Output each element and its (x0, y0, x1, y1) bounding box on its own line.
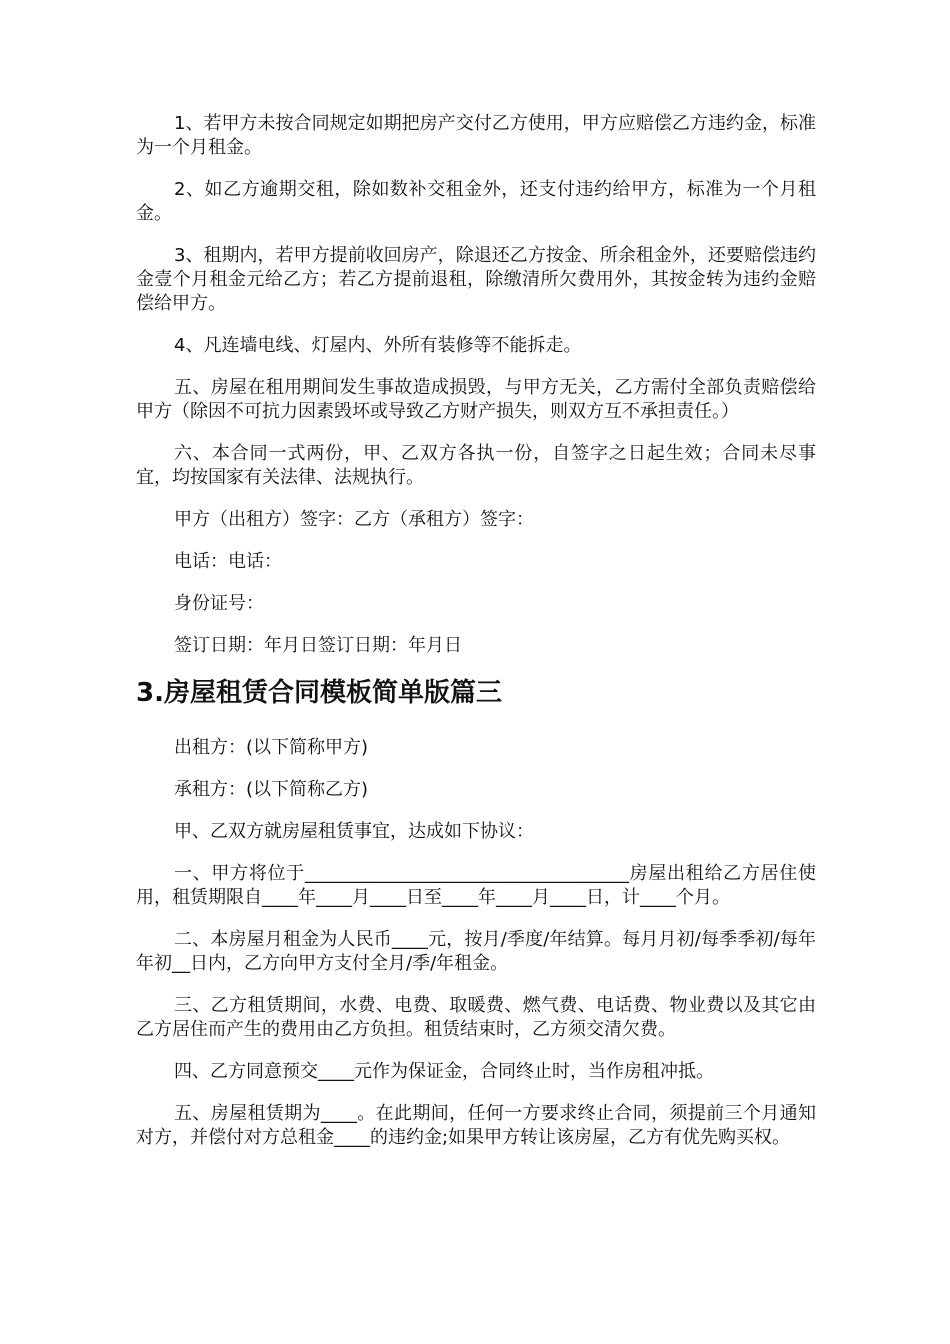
clause-1: 1、若甲方未按合同规定如期把房产交付乙方使用，甲方应赔偿乙方违约金，标准为一个月租金。 (136, 113, 816, 158)
section-heading: 3.房屋租赁合同模板简单版篇三 (136, 678, 502, 708)
signature-line: 甲方（出租方）签字：乙方（承租方）签字： (174, 509, 534, 530)
article-three: 三、乙方租赁期间，水费、电费、取暖费、燃气费、电话费、物业费以及其它由乙方居住而产生的费用由乙方负担。租赁结束时，乙方须交清欠费。 (136, 995, 816, 1040)
article-four: 四、乙方同意预交____元作为保证金，合同终止时，当作房租冲抵。 (174, 1061, 714, 1082)
article-one: 一、甲方将位于____________________________________房屋出租给乙方居住使用，租赁期限自____年____月____日至____年____月____日，计____个月。 (136, 863, 816, 908)
article-five: 五、房屋租赁期为____。在此期间，任何一方要求终止合同，须提前三个月通知对方，并偿付对方总租金____的违约金;如果甲方转让该房屋，乙方有优先购买权。 (136, 1103, 816, 1148)
date-line: 签订日期：年月日签订日期：年月日 (174, 635, 462, 656)
clause-3: 3、租期内，若甲方提前收回房产，除退还乙方按金、所余租金外，还要赔偿违约金壹个月租金元给乙方；若乙方提前退租，除缴清所欠费用外，其按金转为违约金赔偿给甲方。 (136, 245, 816, 314)
document-page (136, 112, 816, 1168)
clause-2: 2、如乙方逾期交租，除如数补交租金外，还支付违约给甲方，标准为一个月租金。 (136, 179, 816, 224)
article-two: 二、本房屋月租金为人民币____元，按月/季度/年结算。每月月初/每季季初/每年年初__日内，乙方向甲方支付全月/季/年租金。 (136, 929, 816, 974)
phone-line: 电话：电话： (174, 551, 282, 572)
lessee-line: 承租方：(以下简称乙方) (174, 779, 369, 800)
clause-4: 4、凡连墙电线、灯屋内、外所有装修等不能拆走。 (174, 335, 582, 356)
clause-five: 五、房屋在租用期间发生事故造成损毁，与甲方无关，乙方需付全部负责赔偿给甲方（除因不可抗力因素毁坏或导致乙方财产损失，则双方互不承担责任。） (136, 377, 816, 422)
id-number-line: 身份证号： (174, 593, 264, 614)
clause-six: 六、本合同一式两份，甲、乙双方各执一份，自签字之日起生效；合同未尽事宜，均按国家有关法律、法规执行。 (136, 443, 816, 488)
lessor-line: 出租方：(以下简称甲方) (174, 737, 369, 758)
agreement-intro: 甲、乙双方就房屋租赁事宜，达成如下协议： (174, 821, 534, 842)
